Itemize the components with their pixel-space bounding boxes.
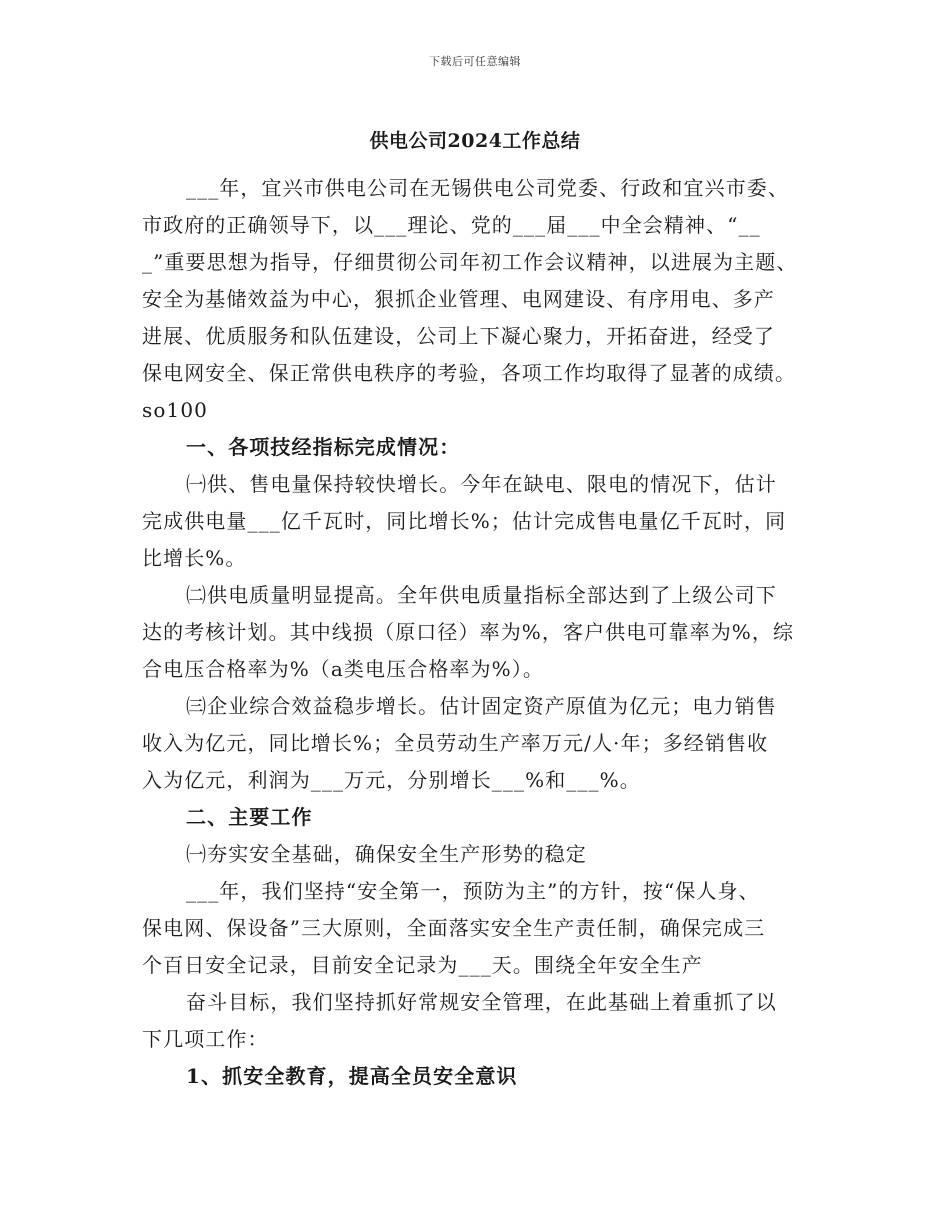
text-line: 收入为亿元，同比增长%；全员劳动生产率万元/人·年；多经销售收 — [142, 731, 769, 755]
text-line: ___年，我们坚持“安全第一，预防为主”的方针，按“保人身、 — [186, 879, 760, 903]
text-line: 下几项工作： — [142, 1027, 269, 1051]
section1-paragraph-1 — [142, 466, 822, 577]
text-line: ___年，宜兴市供电公司在无锡供电公司党委、行政和宜兴市委、 — [186, 176, 789, 200]
text-line: 市政府的正确领导下，以___理论、党的___届___中全会精神、“__ — [142, 213, 761, 237]
text-line: ㈠夯实安全基础，确保安全生产形势的稳定 — [186, 842, 587, 866]
text-line: ㈡供电质量明显提高。全年供电质量指标全部达到了上级公司下 — [186, 583, 777, 607]
text-line: 入为亿元，利润为___万元，分别增长___%和___%。 — [142, 768, 641, 792]
document-body — [142, 170, 822, 1095]
text-line: 保电网安全、保正常供电秩序的考验，各项工作均取得了显著的成绩。 — [142, 361, 797, 385]
text-line: 达的考核计划。其中线损（原口径）率为%，客户供电可靠率为%，综 — [142, 620, 795, 644]
text-line: ㈠供、售电量保持较快增长。今年在缺电、限电的情况下，估计 — [186, 472, 777, 496]
text-line: 合电压合格率为%（a类电压合格率为%）。 — [142, 657, 544, 681]
document-title: 供电公司2024工作总结 — [369, 130, 581, 152]
text-line: 个百日安全记录，目前安全记录为___天。围绕全年安全生产 — [142, 953, 703, 977]
text-line: 比增长%。 — [142, 546, 247, 570]
section2-paragraph-1 — [142, 873, 822, 984]
section-heading-2: 二、主要工作 — [186, 805, 313, 829]
section1-paragraph-2 — [142, 577, 822, 688]
text-line: _”重要思想为指导，仔细贯彻公司年初工作会议精神，以进展为主题、 — [142, 250, 798, 274]
text-line: so100 — [142, 398, 208, 422]
text-line: ㈢企业综合效益稳步增长。估计固定资产原值为亿元；电力销售 — [186, 694, 777, 718]
section2-subheading-1 — [142, 836, 822, 873]
text-line: 进展、优质服务和队伍建设，公司上下凝心聚力，开拓奋进，经受了 — [142, 324, 775, 348]
text-line: 安全为基储效益为中心，狠抓企业管理、电网建设、有序用电、多产 — [142, 287, 775, 311]
section1-paragraph-3 — [142, 688, 822, 799]
section-heading-1: 一、各项技经指标完成情况： — [186, 435, 461, 459]
text-line: 完成供电量___亿千瓦时，同比增长%；估计完成售电量亿千瓦时，同 — [142, 509, 787, 533]
intro-paragraph — [142, 170, 822, 429]
page-header-note: 下载后可任意编辑 — [429, 55, 521, 68]
text-line: 保电网、保设备”三大原则，全面落实安全生产责任制，确保完成三 — [142, 916, 766, 940]
text-line: 奋斗目标，我们坚持抓好常规安全管理，在此基础上着重抓了以 — [186, 990, 777, 1014]
section2-paragraph-2 — [142, 984, 822, 1058]
section2-item-1-heading: 1、抓安全教育，提高全员安全意识 — [186, 1064, 518, 1088]
